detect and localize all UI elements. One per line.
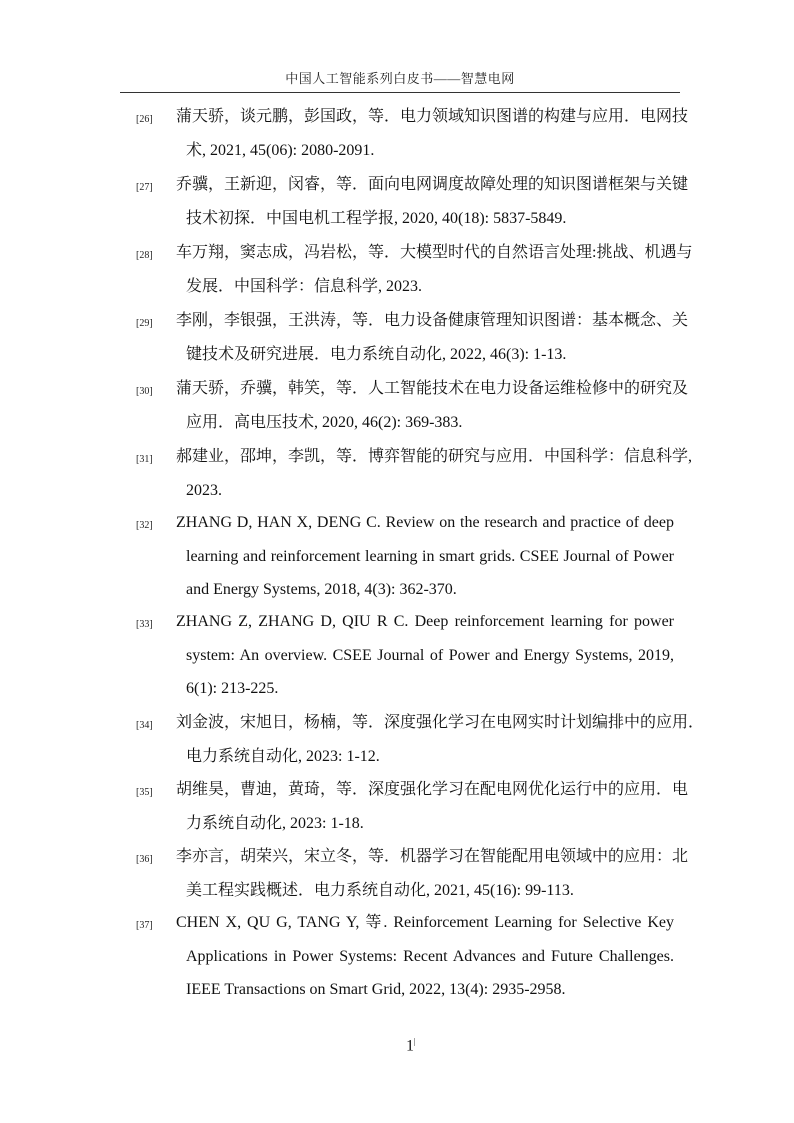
reference-text-line: IEEE Transactions on Smart Grid, 2022, 13(4): 2935-2958. — [186, 981, 566, 998]
reference-text-line: and Energy Systems, 2018, 4(3): 362-370. — [186, 581, 457, 598]
reference-number: [27] — [136, 182, 153, 193]
reference-number: [34] — [136, 720, 153, 731]
reference-number: [30] — [136, 386, 153, 397]
page-number — [406, 1037, 416, 1055]
reference-text-line: ZHANG D, HAN X, DENG C. Review on the research and practice of deep — [176, 514, 674, 531]
reference-text-line: 应用．高电压技术, 2020, 46(2): 369-383. — [186, 414, 463, 431]
header-rule — [120, 92, 680, 93]
reference-text-line: 李刚，李银强，王洪涛，等．电力设备健康管理知识图谱：基本概念、关 — [176, 312, 689, 329]
reference-text-line: 技术初探．中国电机工程学报, 2020, 40(18): 5837-5849. — [186, 210, 567, 227]
reference-number: [31] — [136, 454, 153, 465]
reference-text-line: 2023. — [186, 482, 222, 499]
page-number-mark: | — [414, 1037, 416, 1046]
reference-text-line: 6(1): 213-225. — [186, 680, 279, 697]
reference-text-line: 胡维昊，曹迪，黄琦，等．深度强化学习在配电网优化运行中的应用．电 — [176, 781, 689, 798]
reference-text-line: 发展．中国科学：信息科学, 2023. — [186, 278, 423, 295]
reference-text-line: CHEN X, QU G, TANG Y, 等. Reinforcement Learning for Selective Key — [176, 914, 674, 931]
reference-text-line: 电力系统自动化, 2023: 1-12. — [186, 748, 380, 765]
reference-text-line: ZHANG Z, ZHANG D, QIU R C. Deep reinforcement learning for power — [176, 613, 674, 630]
reference-number: [35] — [136, 787, 153, 798]
reference-number: [33] — [136, 619, 153, 630]
reference-text-line: system: An overview. CSEE Journal of Power and Energy Systems, 2019, — [186, 647, 674, 664]
reference-number: [28] — [136, 250, 153, 261]
reference-text-line: 术, 2021, 45(06): 2080-2091. — [186, 142, 375, 159]
reference-text-line: 乔骥，王新迎，闵睿，等．面向电网调度故障处理的知识图谱框架与关键 — [176, 176, 689, 193]
reference-text-line: Applications in Power Systems: Recent Advances and Future Challenges. — [186, 948, 674, 965]
reference-number: [29] — [136, 318, 153, 329]
reference-text-line: 郝建业，邵坤，李凯，等．博弈智能的研究与应用．中国科学：信息科学, — [176, 448, 693, 465]
reference-text-line: 键技术及研究进展．电力系统自动化, 2022, 46(3): 1-13. — [186, 346, 567, 363]
reference-text-line: 美工程实践概述．电力系统自动化, 2021, 45(16): 99-113. — [186, 882, 574, 899]
running-header: 中国人工智能系列白皮书——智慧电网 — [285, 71, 515, 86]
reference-text-line: learning and reinforcement learning in smart grids. CSEE Journal of Power — [186, 548, 674, 565]
reference-text-line: 车万翔，窦志成，冯岩松，等．大模型时代的自然语言处理:挑战、机遇与 — [176, 244, 693, 261]
reference-number: [37] — [136, 920, 153, 931]
reference-text-line: 李亦言，胡荣兴，宋立冬，等．机器学习在智能配用电领域中的应用：北 — [176, 848, 689, 865]
reference-text-line: 力系统自动化, 2023: 1-18. — [186, 815, 364, 832]
reference-text-line: 蒲天骄，乔骥，韩笑，等．人工智能技术在电力设备运维检修中的研究及 — [176, 380, 689, 397]
reference-number: [32] — [136, 520, 153, 531]
reference-text-line: 蒲天骄，谈元鹏，彭国政，等．电力领域知识图谱的构建与应用．电网技 — [176, 108, 689, 125]
page-number-value: 1 — [406, 1037, 414, 1055]
reference-text-line: 刘金波，宋旭日，杨楠，等．深度强化学习在电网实时计划编排中的应用． — [176, 714, 705, 731]
reference-number: [26] — [136, 114, 153, 125]
reference-number: [36] — [136, 854, 153, 865]
